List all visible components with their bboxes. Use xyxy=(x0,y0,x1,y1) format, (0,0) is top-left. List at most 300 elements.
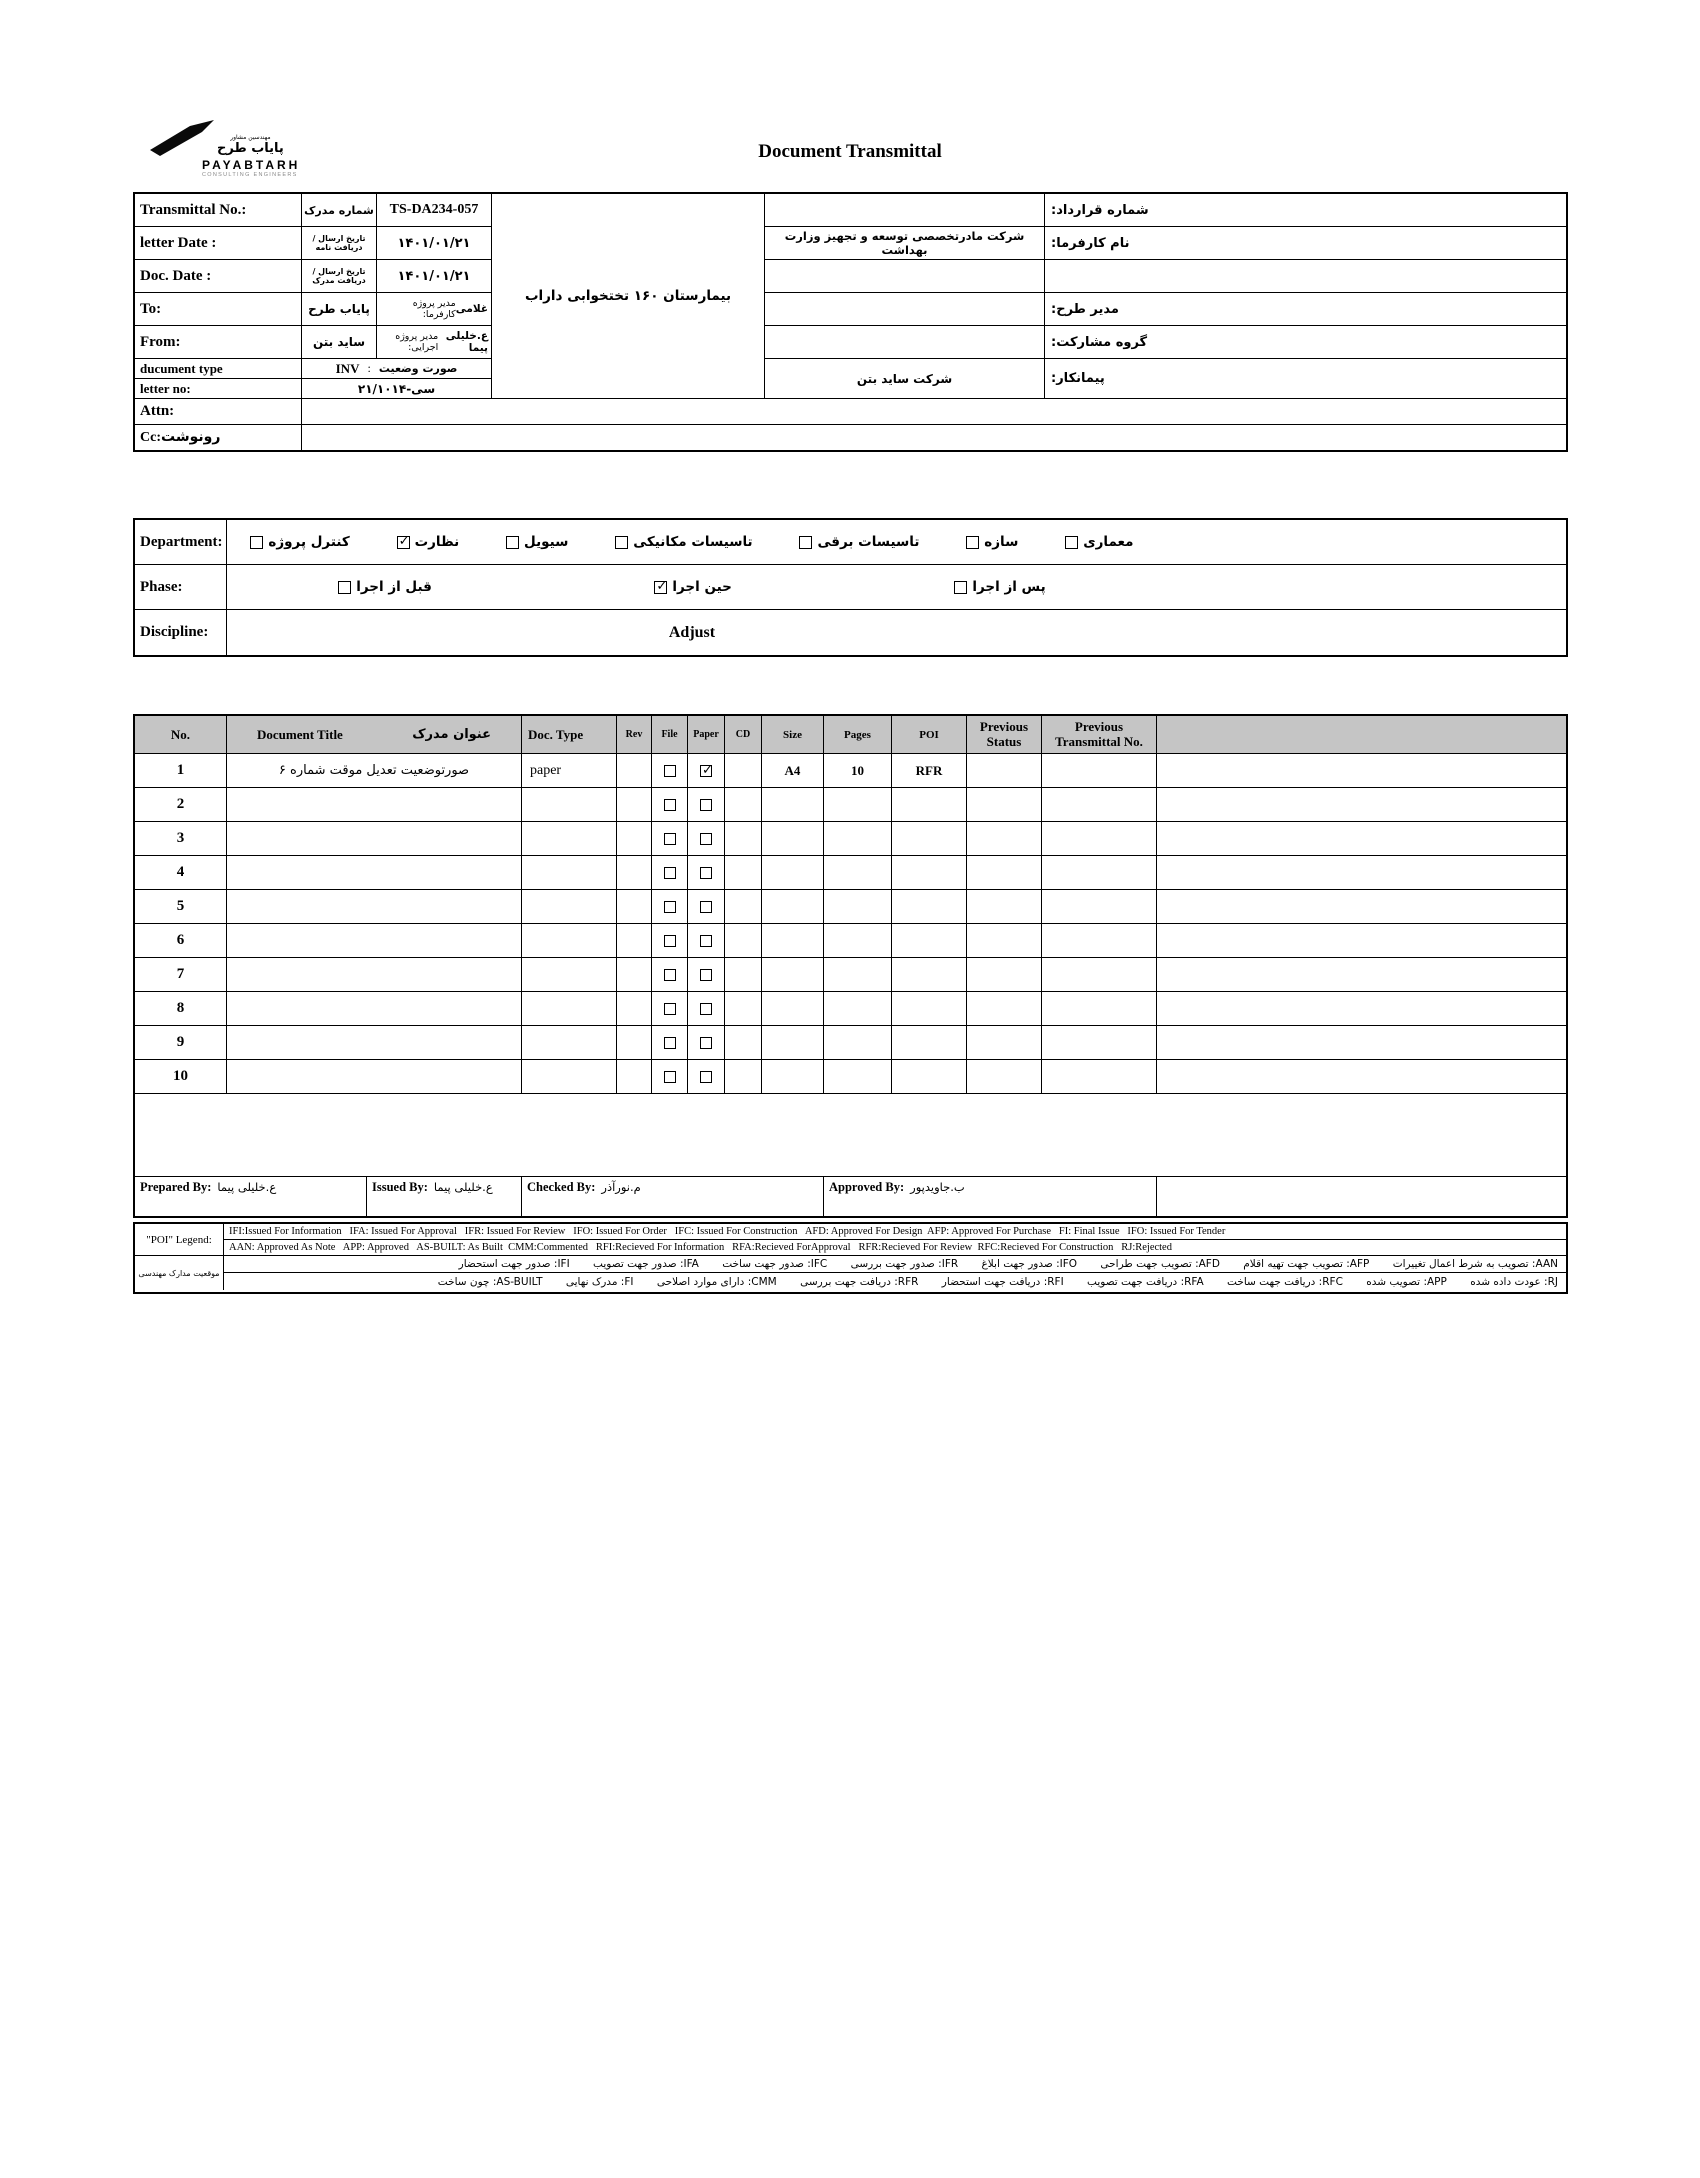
row-extra xyxy=(1157,754,1566,788)
paper-checkbox[interactable] xyxy=(700,1003,712,1015)
table-row xyxy=(135,1026,1566,1060)
row-paper-cell xyxy=(688,924,725,958)
row-prev-status xyxy=(967,788,1042,822)
row-paper-cell xyxy=(688,822,725,856)
letter-no-label: letter no: xyxy=(140,380,191,396)
row-pages xyxy=(824,788,892,822)
row-size xyxy=(762,992,824,1026)
paper-checkbox[interactable] xyxy=(700,833,712,845)
checked-by-cell xyxy=(522,1177,824,1216)
doc-type-colon: : xyxy=(367,361,371,375)
signature-row xyxy=(135,1177,1566,1216)
row-rev xyxy=(617,992,652,1026)
transmittal-no-label-cell xyxy=(135,194,302,227)
letter-no-label-cell xyxy=(135,379,302,399)
attn-label-cell xyxy=(135,399,302,425)
department-checkbox[interactable] xyxy=(799,536,812,549)
file-checkbox[interactable] xyxy=(664,799,676,811)
contract-no-label: شماره قرارداد: xyxy=(1045,194,1566,227)
row-size xyxy=(762,822,824,856)
phase-row xyxy=(135,565,1566,610)
letter-no-value: سی-۲۱/۱۰۱۴ xyxy=(302,379,492,399)
row-prev-transmittal xyxy=(1042,992,1157,1026)
document-table xyxy=(133,714,1568,1218)
row-extra xyxy=(1157,958,1566,992)
transmittal-no-fa-label: شماره مدرک xyxy=(302,194,377,227)
row-extra xyxy=(1157,856,1566,890)
row-rev xyxy=(617,958,652,992)
header-title-fa: عنوان مدرک xyxy=(412,727,491,742)
row-extra xyxy=(1157,890,1566,924)
prepared-by-value: ع.خلیلی پیما xyxy=(217,1180,277,1194)
row-rev xyxy=(617,1060,652,1094)
row-extra xyxy=(1157,822,1566,856)
row-file-cell xyxy=(652,890,688,924)
from-value: ساید بتن xyxy=(302,326,377,359)
row-size: A4 xyxy=(762,754,824,788)
department-item-label: سیویل xyxy=(524,534,569,550)
empty-row-label xyxy=(1045,260,1566,293)
logo-company-subtitle: CONSULTING ENGINEERS xyxy=(202,172,298,178)
paper-checkbox[interactable] xyxy=(700,901,712,913)
department-item xyxy=(799,534,919,550)
exec-pm-label: مدیر پروژه اجرایی: xyxy=(395,331,439,353)
letter-date-value: ۱۴۰۱/۰۱/۲۱ xyxy=(377,227,492,260)
row-doc-type xyxy=(522,890,617,924)
logo-farsi-tagline: مهندسین مشاور xyxy=(230,134,271,142)
row-size xyxy=(762,1026,824,1060)
row-no: 5 xyxy=(135,890,227,924)
header-title xyxy=(227,716,522,754)
row-extra xyxy=(1157,1060,1566,1094)
department-item xyxy=(1065,534,1133,550)
discipline-value: Adjust xyxy=(668,623,716,641)
attn-label: Attn: xyxy=(140,403,175,419)
paper-checkbox[interactable] xyxy=(700,1071,712,1083)
department-item-label: سازه xyxy=(984,534,1019,550)
department-checkbox[interactable] xyxy=(250,536,263,549)
row-no: 1 xyxy=(135,754,227,788)
row-cd xyxy=(725,958,762,992)
row-prev-status xyxy=(967,890,1042,924)
doc-date-label: Doc. Date : xyxy=(140,267,212,284)
to-label: To: xyxy=(140,300,162,317)
prepared-by-cell xyxy=(135,1177,367,1216)
department-item xyxy=(397,534,460,550)
department-item-label: معماری xyxy=(1083,534,1134,550)
doc-type-label-cell xyxy=(135,359,302,379)
header-doc-type: Doc. Type xyxy=(522,716,617,754)
header-cd: CD xyxy=(725,716,762,754)
doc-date-fa-label: تاریخ ارسال /دریافت مدرک xyxy=(302,260,377,293)
header-poi: POI xyxy=(892,716,967,754)
row-pages xyxy=(824,1060,892,1094)
paper-checkbox[interactable] xyxy=(700,969,712,981)
row-size xyxy=(762,856,824,890)
phase-item xyxy=(338,579,432,595)
row-cd xyxy=(725,924,762,958)
contractor-value: شرکت ساید بتن xyxy=(765,359,1045,399)
row-file-cell xyxy=(652,924,688,958)
table-row xyxy=(135,754,1566,788)
phase-label: Phase: xyxy=(135,565,227,609)
phase-checkbox[interactable] xyxy=(338,581,351,594)
row-poi xyxy=(892,788,967,822)
row-paper-cell xyxy=(688,754,725,788)
row-rev xyxy=(617,822,652,856)
poi-legend-line-2: AAN: Approved As Note APP: Approved AS-BUILT: As Built CMM:Commented RFI:Recieved For Information RFA:Recieved ForApproval RFR:Recieved For Review RFC:Recieved For Construction RJ:Rejected xyxy=(224,1240,1566,1256)
row-cd xyxy=(725,788,762,822)
phase-item-label: حین اجرا xyxy=(672,579,732,595)
poi-legend-line-1: IFI:Issued For Information IFA: Issued For Approval IFR: Issued For Review IFO: Issued For Order IFC: Issued For Construction AFD: Approved For Design AFP: Approved For Purchase FI: Final Issue IFO: Issued For Tender xyxy=(224,1224,1566,1240)
row-rev xyxy=(617,856,652,890)
row-prev-status xyxy=(967,754,1042,788)
row-poi xyxy=(892,822,967,856)
row-size xyxy=(762,1060,824,1094)
row-doc-type xyxy=(522,924,617,958)
department-checkbox[interactable] xyxy=(1065,536,1078,549)
row-size xyxy=(762,788,824,822)
fa-legend-line-1: AAN: تصویب به شرط اعمال تغییرات AFP: تصویب جهت تهیه اقلام AFD: تصویب جهت طراحی IFO: صدور جهت ابلاغ IFR: صدور جهت بررسی IFC: صدور جهت ساخت IFA: صدور جهت تصویب IFI: صدور جهت استحضار xyxy=(224,1256,1566,1273)
doc-date-label-cell xyxy=(135,260,302,293)
page-title: Document Transmittal xyxy=(758,141,942,162)
row-file-cell xyxy=(652,856,688,890)
department-checkbox[interactable] xyxy=(615,536,628,549)
empty-row-value xyxy=(765,260,1045,293)
doc-type-fa-label: صورت وضعیت xyxy=(378,362,458,375)
cc-label: Cc:رونوشت xyxy=(140,430,221,445)
file-checkbox[interactable] xyxy=(664,867,676,879)
client-pm-cell xyxy=(377,293,492,326)
department-item xyxy=(966,534,1018,550)
department-filler xyxy=(1157,520,1566,564)
department-label: Department: xyxy=(135,520,227,564)
department-item-label: تاسیسات مکانیکی xyxy=(633,534,753,550)
row-title xyxy=(227,1060,522,1094)
issued-by-cell xyxy=(367,1177,522,1216)
table-row xyxy=(135,1060,1566,1094)
row-cd xyxy=(725,992,762,1026)
row-doc-type xyxy=(522,856,617,890)
header-paper: Paper xyxy=(688,716,725,754)
phase-filler xyxy=(1157,565,1566,609)
department-item xyxy=(250,534,349,550)
row-file-cell xyxy=(652,958,688,992)
table-row xyxy=(135,890,1566,924)
paper-checkbox[interactable] xyxy=(700,935,712,947)
signature-filler xyxy=(1157,1177,1566,1216)
employer-label: نام کارفرما: xyxy=(1045,227,1566,260)
row-prev-transmittal xyxy=(1042,958,1157,992)
exec-pm-value: ع.خلیلی پیما xyxy=(445,330,488,354)
row-extra xyxy=(1157,924,1566,958)
row-title: صورتوضعیت تعدیل موقت شماره ۶ xyxy=(227,754,522,788)
header-extra xyxy=(1157,716,1566,754)
letter-date-fa-label: تاریخ ارسال /دریافت نامه xyxy=(302,227,377,260)
table-row xyxy=(135,822,1566,856)
row-no: 3 xyxy=(135,822,227,856)
row-no: 10 xyxy=(135,1060,227,1094)
row-pages xyxy=(824,822,892,856)
issued-by-value: ع.خلیلی پیما xyxy=(433,1180,493,1194)
row-title xyxy=(227,856,522,890)
row-pages xyxy=(824,1026,892,1060)
from-label-cell xyxy=(135,326,302,359)
row-cd xyxy=(725,754,762,788)
logo-farsi-name: پایاب طرح xyxy=(217,140,284,156)
checked-by-value: م.نورآذر xyxy=(601,1180,641,1194)
row-pages: 10 xyxy=(824,754,892,788)
row-doc-type xyxy=(522,822,617,856)
doc-type-value: INV xyxy=(335,360,360,376)
row-paper-cell xyxy=(688,1060,725,1094)
fa-legend-label: موقعیت مدارک مهندسی xyxy=(135,1256,224,1290)
row-prev-status xyxy=(967,958,1042,992)
row-pages xyxy=(824,890,892,924)
row-prev-transmittal xyxy=(1042,856,1157,890)
department-checkbox[interactable] xyxy=(506,536,519,549)
table-row xyxy=(135,992,1566,1026)
attn-value xyxy=(302,399,1566,425)
phase-item-label: قبل از اجرا xyxy=(356,579,432,595)
row-prev-status xyxy=(967,924,1042,958)
approved-by-cell xyxy=(824,1177,1157,1216)
row-prev-status xyxy=(967,1060,1042,1094)
row-prev-transmittal xyxy=(1042,1060,1157,1094)
department-checkbox[interactable] xyxy=(397,536,410,549)
row-title xyxy=(227,924,522,958)
row-extra xyxy=(1157,1026,1566,1060)
row-size xyxy=(762,890,824,924)
row-cd xyxy=(725,1060,762,1094)
design-manager-label: مدیر طرح: xyxy=(1045,293,1566,326)
file-checkbox[interactable] xyxy=(664,1003,676,1015)
to-label-cell xyxy=(135,293,302,326)
client-pm-label: مدیر پروژه کارفرما: xyxy=(412,298,456,320)
row-doc-type xyxy=(522,1060,617,1094)
client-pm-value: غلامی xyxy=(455,303,488,315)
fa-legend-line-2: RJ: عودت داده شده APP: تصویب شده RFC: دریافت جهت ساخت RFA: دریافت جهت تصویب RFI: دریافت جهت استحضار RFR: دریافت جهت بررسی CMM: دارای موارد اصلاحی FI: مدرک نهایی AS-BUILT: چون ساخت xyxy=(437,1275,1558,1288)
row-no: 8 xyxy=(135,992,227,1026)
row-no: 4 xyxy=(135,856,227,890)
file-checkbox[interactable] xyxy=(664,901,676,913)
row-prev-status xyxy=(967,992,1042,1026)
row-extra xyxy=(1157,992,1566,1026)
table-row xyxy=(135,788,1566,822)
from-label: From: xyxy=(140,333,181,350)
row-no: 7 xyxy=(135,958,227,992)
phase-checkbox[interactable] xyxy=(654,581,667,594)
legend-table xyxy=(133,1222,1568,1294)
exec-pm-cell xyxy=(377,326,492,359)
file-checkbox[interactable] xyxy=(664,935,676,947)
header-pages: Pages xyxy=(824,716,892,754)
row-poi xyxy=(892,992,967,1026)
row-rev xyxy=(617,924,652,958)
employer-value: شرکت مادرتخصصی توسعه و تجهیز وزارت بهداشت xyxy=(765,227,1045,260)
row-doc-type xyxy=(522,788,617,822)
file-checkbox[interactable] xyxy=(664,765,676,777)
row-poi xyxy=(892,924,967,958)
row-title xyxy=(227,992,522,1026)
department-row xyxy=(135,520,1566,565)
row-prev-status xyxy=(967,822,1042,856)
row-title xyxy=(227,958,522,992)
document-table-header xyxy=(135,716,1566,754)
doc-date-value: ۱۴۰۱/۰۱/۲۱ xyxy=(377,260,492,293)
row-poi xyxy=(892,856,967,890)
approved-by-label: Approved By: xyxy=(829,1180,905,1194)
discipline-filler xyxy=(1157,610,1566,655)
cc-label-cell xyxy=(135,425,302,450)
header-rev: Rev xyxy=(617,716,652,754)
prepared-by-label: Prepared By: xyxy=(140,1180,212,1194)
header-file: File xyxy=(652,716,688,754)
row-title xyxy=(227,822,522,856)
row-doc-type xyxy=(522,1026,617,1060)
classification-table xyxy=(133,518,1568,657)
poi-legend-label: "POI" Legend: xyxy=(135,1224,224,1256)
row-title xyxy=(227,788,522,822)
table-row xyxy=(135,856,1566,890)
transmittal-no-label: Transmittal No.: xyxy=(140,201,247,218)
file-checkbox[interactable] xyxy=(664,969,676,981)
row-rev xyxy=(617,788,652,822)
row-prev-transmittal xyxy=(1042,890,1157,924)
row-poi xyxy=(892,890,967,924)
row-poi xyxy=(892,1026,967,1060)
row-cd xyxy=(725,822,762,856)
department-item xyxy=(615,534,752,550)
department-item-label: کنترل پروژه xyxy=(268,534,350,550)
row-file-cell xyxy=(652,754,688,788)
row-paper-cell xyxy=(688,856,725,890)
row-prev-transmittal xyxy=(1042,924,1157,958)
row-file-cell xyxy=(652,788,688,822)
row-rev xyxy=(617,890,652,924)
row-cd xyxy=(725,890,762,924)
department-item xyxy=(506,534,568,550)
department-checkbox[interactable] xyxy=(966,536,979,549)
row-no: 2 xyxy=(135,788,227,822)
file-checkbox[interactable] xyxy=(664,1037,676,1049)
letter-date-label-cell xyxy=(135,227,302,260)
issued-by-label: Issued By: xyxy=(372,1180,428,1194)
contract-no-value xyxy=(765,194,1045,227)
row-paper-cell xyxy=(688,788,725,822)
row-prev-transmittal xyxy=(1042,788,1157,822)
cc-value xyxy=(302,425,1566,450)
row-poi xyxy=(892,1060,967,1094)
row-size xyxy=(762,924,824,958)
paper-checkbox[interactable] xyxy=(700,799,712,811)
row-paper-cell xyxy=(688,890,725,924)
phase-item-label: پس از اجرا xyxy=(972,579,1046,595)
row-prev-transmittal xyxy=(1042,822,1157,856)
jv-group-value xyxy=(765,326,1045,359)
phase-items xyxy=(227,565,1157,609)
letter-date-label: letter Date : xyxy=(140,234,217,251)
info-table xyxy=(133,192,1568,452)
row-doc-type xyxy=(522,958,617,992)
row-pages xyxy=(824,856,892,890)
department-item-label: نظارت xyxy=(414,534,460,550)
row-pages xyxy=(824,958,892,992)
department-item-label: تاسیسات برقی xyxy=(817,534,920,550)
row-prev-status xyxy=(967,1026,1042,1060)
row-doc-type: paper xyxy=(522,754,617,788)
row-pages xyxy=(824,924,892,958)
header-size: Size xyxy=(762,716,824,754)
notes-blank-area xyxy=(135,1094,1566,1177)
header-prev-transmittal: Previous Transmittal No. xyxy=(1042,716,1157,754)
row-prev-status xyxy=(967,856,1042,890)
paper-checkbox[interactable] xyxy=(700,1037,712,1049)
row-doc-type xyxy=(522,992,617,1026)
table-row xyxy=(135,958,1566,992)
phase-item xyxy=(954,579,1045,595)
jv-group-label: گروه مشارکت: xyxy=(1045,326,1566,359)
logo-company-name: PAYABTARH xyxy=(202,158,301,172)
row-paper-cell xyxy=(688,958,725,992)
discipline-row xyxy=(135,610,1566,655)
row-pages xyxy=(824,992,892,1026)
row-file-cell xyxy=(652,1026,688,1060)
design-manager-value xyxy=(765,293,1045,326)
header-title-en: Document Title xyxy=(257,726,343,742)
row-cd xyxy=(725,856,762,890)
row-rev xyxy=(617,1026,652,1060)
transmittal-no-value: TS-DA234-057 xyxy=(377,194,492,227)
row-size xyxy=(762,958,824,992)
row-title xyxy=(227,890,522,924)
department-items xyxy=(227,520,1157,564)
to-value: پایاب طرح xyxy=(302,293,377,326)
paper-checkbox[interactable] xyxy=(700,867,712,879)
checked-by-label: Checked By: xyxy=(527,1180,596,1194)
file-checkbox[interactable] xyxy=(664,833,676,845)
file-checkbox[interactable] xyxy=(664,1071,676,1083)
doc-type-label: ducument type xyxy=(140,360,223,376)
row-no: 9 xyxy=(135,1026,227,1060)
row-prev-transmittal xyxy=(1042,1026,1157,1060)
row-prev-transmittal xyxy=(1042,754,1157,788)
paper-checkbox[interactable] xyxy=(700,765,712,777)
header-prev-status: Previous Status xyxy=(967,716,1042,754)
row-paper-cell xyxy=(688,1026,725,1060)
contractor-label: پیمانکار: xyxy=(1045,359,1566,399)
approved-by-value: ب.جاویدپور xyxy=(910,1180,965,1194)
phase-item xyxy=(654,579,731,595)
row-title xyxy=(227,1026,522,1060)
row-paper-cell xyxy=(688,992,725,1026)
doc-type-value-cell xyxy=(302,359,492,379)
header-no: No. xyxy=(135,716,227,754)
discipline-label: Discipline: xyxy=(135,610,227,655)
row-no: 6 xyxy=(135,924,227,958)
row-poi: RFR xyxy=(892,754,967,788)
project-name: بیمارستان ۱۶۰ تختخوابی داراب xyxy=(492,194,765,399)
row-extra xyxy=(1157,788,1566,822)
row-file-cell xyxy=(652,1060,688,1094)
phase-checkbox[interactable] xyxy=(954,581,967,594)
row-file-cell xyxy=(652,822,688,856)
table-row xyxy=(135,924,1566,958)
row-file-cell xyxy=(652,992,688,1026)
row-rev xyxy=(617,754,652,788)
row-cd xyxy=(725,1026,762,1060)
row-poi xyxy=(892,958,967,992)
